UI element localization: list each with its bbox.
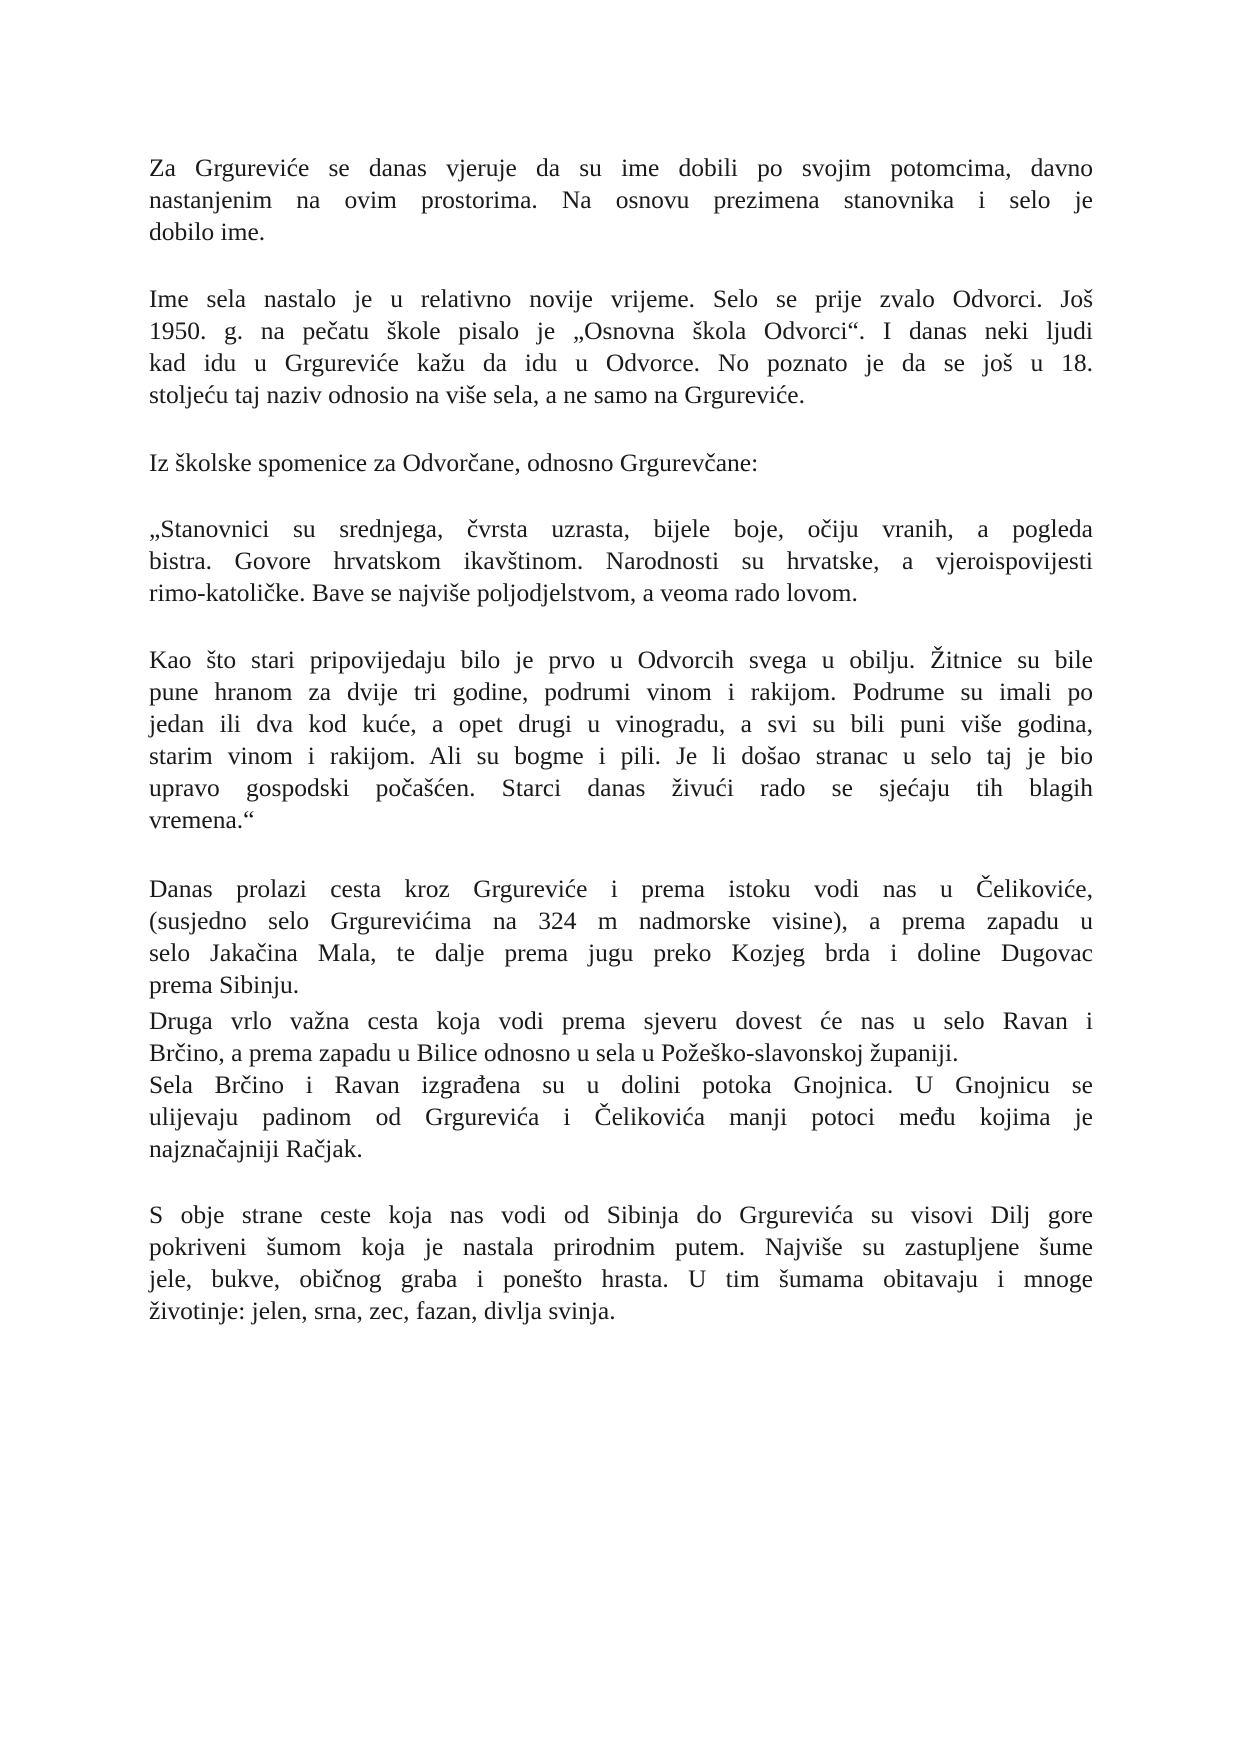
paragraph-line: Za Grgureviće se danas vjeruje da su ime dobili po svojim potomcima, davno xyxy=(149,153,1093,182)
paragraph-7 xyxy=(149,1005,1093,1069)
paragraph-line: jele, bukve, običnog graba i ponešto hrasta. U tim šumama obitavaju i mnoge xyxy=(149,1264,1093,1293)
paragraph-8 xyxy=(149,1069,1093,1165)
paragraph-line: S obje strane ceste koja nas vodi od Sibinja do Grgurevića su visovi Dilj gore xyxy=(149,1200,1093,1229)
paragraph-line: Iz školske spomenice za Odvorčane, odnosno Grgurevčane: xyxy=(149,448,759,477)
paragraph-line: Kao što stari pripovijedaju bilo je prvo u Odvorcih svega u obilju. Žitnice su bile xyxy=(149,645,1093,674)
paragraph-line: dobilo ime. xyxy=(149,217,266,246)
paragraph-5-quote xyxy=(149,644,1093,836)
paragraph-line: jedan ili dva kod kuće, a opet drugi u vinogradu, a svi su bili puni više godina, xyxy=(149,709,1093,738)
paragraph-line: upravo gospodski počašćen. Starci danas živući rado se sjećaju tih blagih xyxy=(149,773,1093,802)
paragraph-line: ulijevaju padinom od Grgurevića i Čelikovića manji potoci među kojima je xyxy=(149,1102,1093,1131)
paragraph-1 xyxy=(149,152,1093,248)
paragraph-line: kad idu u Grgureviće kažu da idu u Odvorce. No poznato je da se još u 18. xyxy=(149,348,1093,377)
paragraph-line: prema Sibinju. xyxy=(149,970,300,999)
paragraph-3 xyxy=(149,447,1093,479)
paragraph-line: životinje: jelen, srna, zec, fazan, divlja svinja. xyxy=(149,1296,616,1325)
paragraph-line: rimo-katoličke. Bave se najviše poljodjelstvom, a veoma rado lovom. xyxy=(149,578,858,607)
paragraph-line: stoljeću taj naziv odnosio na više sela, a ne samo na Grgureviće. xyxy=(149,380,805,409)
paragraph-2 xyxy=(149,283,1093,411)
paragraph-line: Danas prolazi cesta kroz Grgureviće i prema istoku vodi nas u Čelikoviće, xyxy=(149,874,1093,903)
paragraph-line: pokriveni šumom koja je nastala prirodnim putem. Najviše su zastupljene šume xyxy=(149,1232,1093,1261)
paragraph-line: pune hranom za dvije tri godine, podrumi vinom i rakijom. Podrume su imali po xyxy=(149,677,1093,706)
paragraph-line: vremena.“ xyxy=(149,805,255,834)
paragraph-line: (susjedno selo Grgurevićima na 324 m nadmorske visine), a prema zapadu u xyxy=(149,906,1093,935)
paragraph-line: Ime sela nastalo je u relativno novije vrijeme. Selo se prije zvalo Odvorci. Još xyxy=(149,284,1093,313)
paragraph-line: Brčino, a prema zapadu u Bilice odnosno u sela u Požeško-slavonskoj županiji. xyxy=(149,1038,959,1067)
paragraph-line: nastanjenim na ovim prostorima. Na osnovu prezimena stanovnika i selo je xyxy=(149,185,1093,214)
paragraph-line: starim vinom i rakijom. Ali su bogme i pili. Je li došao stranac u selo taj je bio xyxy=(149,741,1093,770)
paragraph-line: najznačajniji Račjak. xyxy=(149,1134,363,1163)
paragraph-line: Druga vrlo važna cesta koja vodi prema sjeveru dovest će nas u selo Ravan i xyxy=(149,1006,1093,1035)
paragraph-line: selo Jakačina Mala, te dalje prema jugu preko Kozjeg brda i doline Dugovac xyxy=(149,938,1093,967)
paragraph-line: Sela Brčino i Ravan izgrađena su u dolini potoka Gnojnica. U Gnojnicu se xyxy=(149,1070,1093,1099)
paragraph-line: bistra. Govore hrvatskom ikavštinom. Narodnosti su hrvatske, a vjeroispovijesti xyxy=(149,546,1093,575)
paragraph-9 xyxy=(149,1199,1093,1327)
paragraph-4-quote xyxy=(149,513,1093,609)
paragraph-line: „Stanovnici su srednjega, čvrsta uzrasta, bijele boje, očiju vranih, a pogleda xyxy=(149,514,1093,543)
paragraph-6 xyxy=(149,873,1093,1001)
paragraph-line: 1950. g. na pečatu škole pisalo je „Osnovna škola Odvorci“. I danas neki ljudi xyxy=(149,316,1093,345)
